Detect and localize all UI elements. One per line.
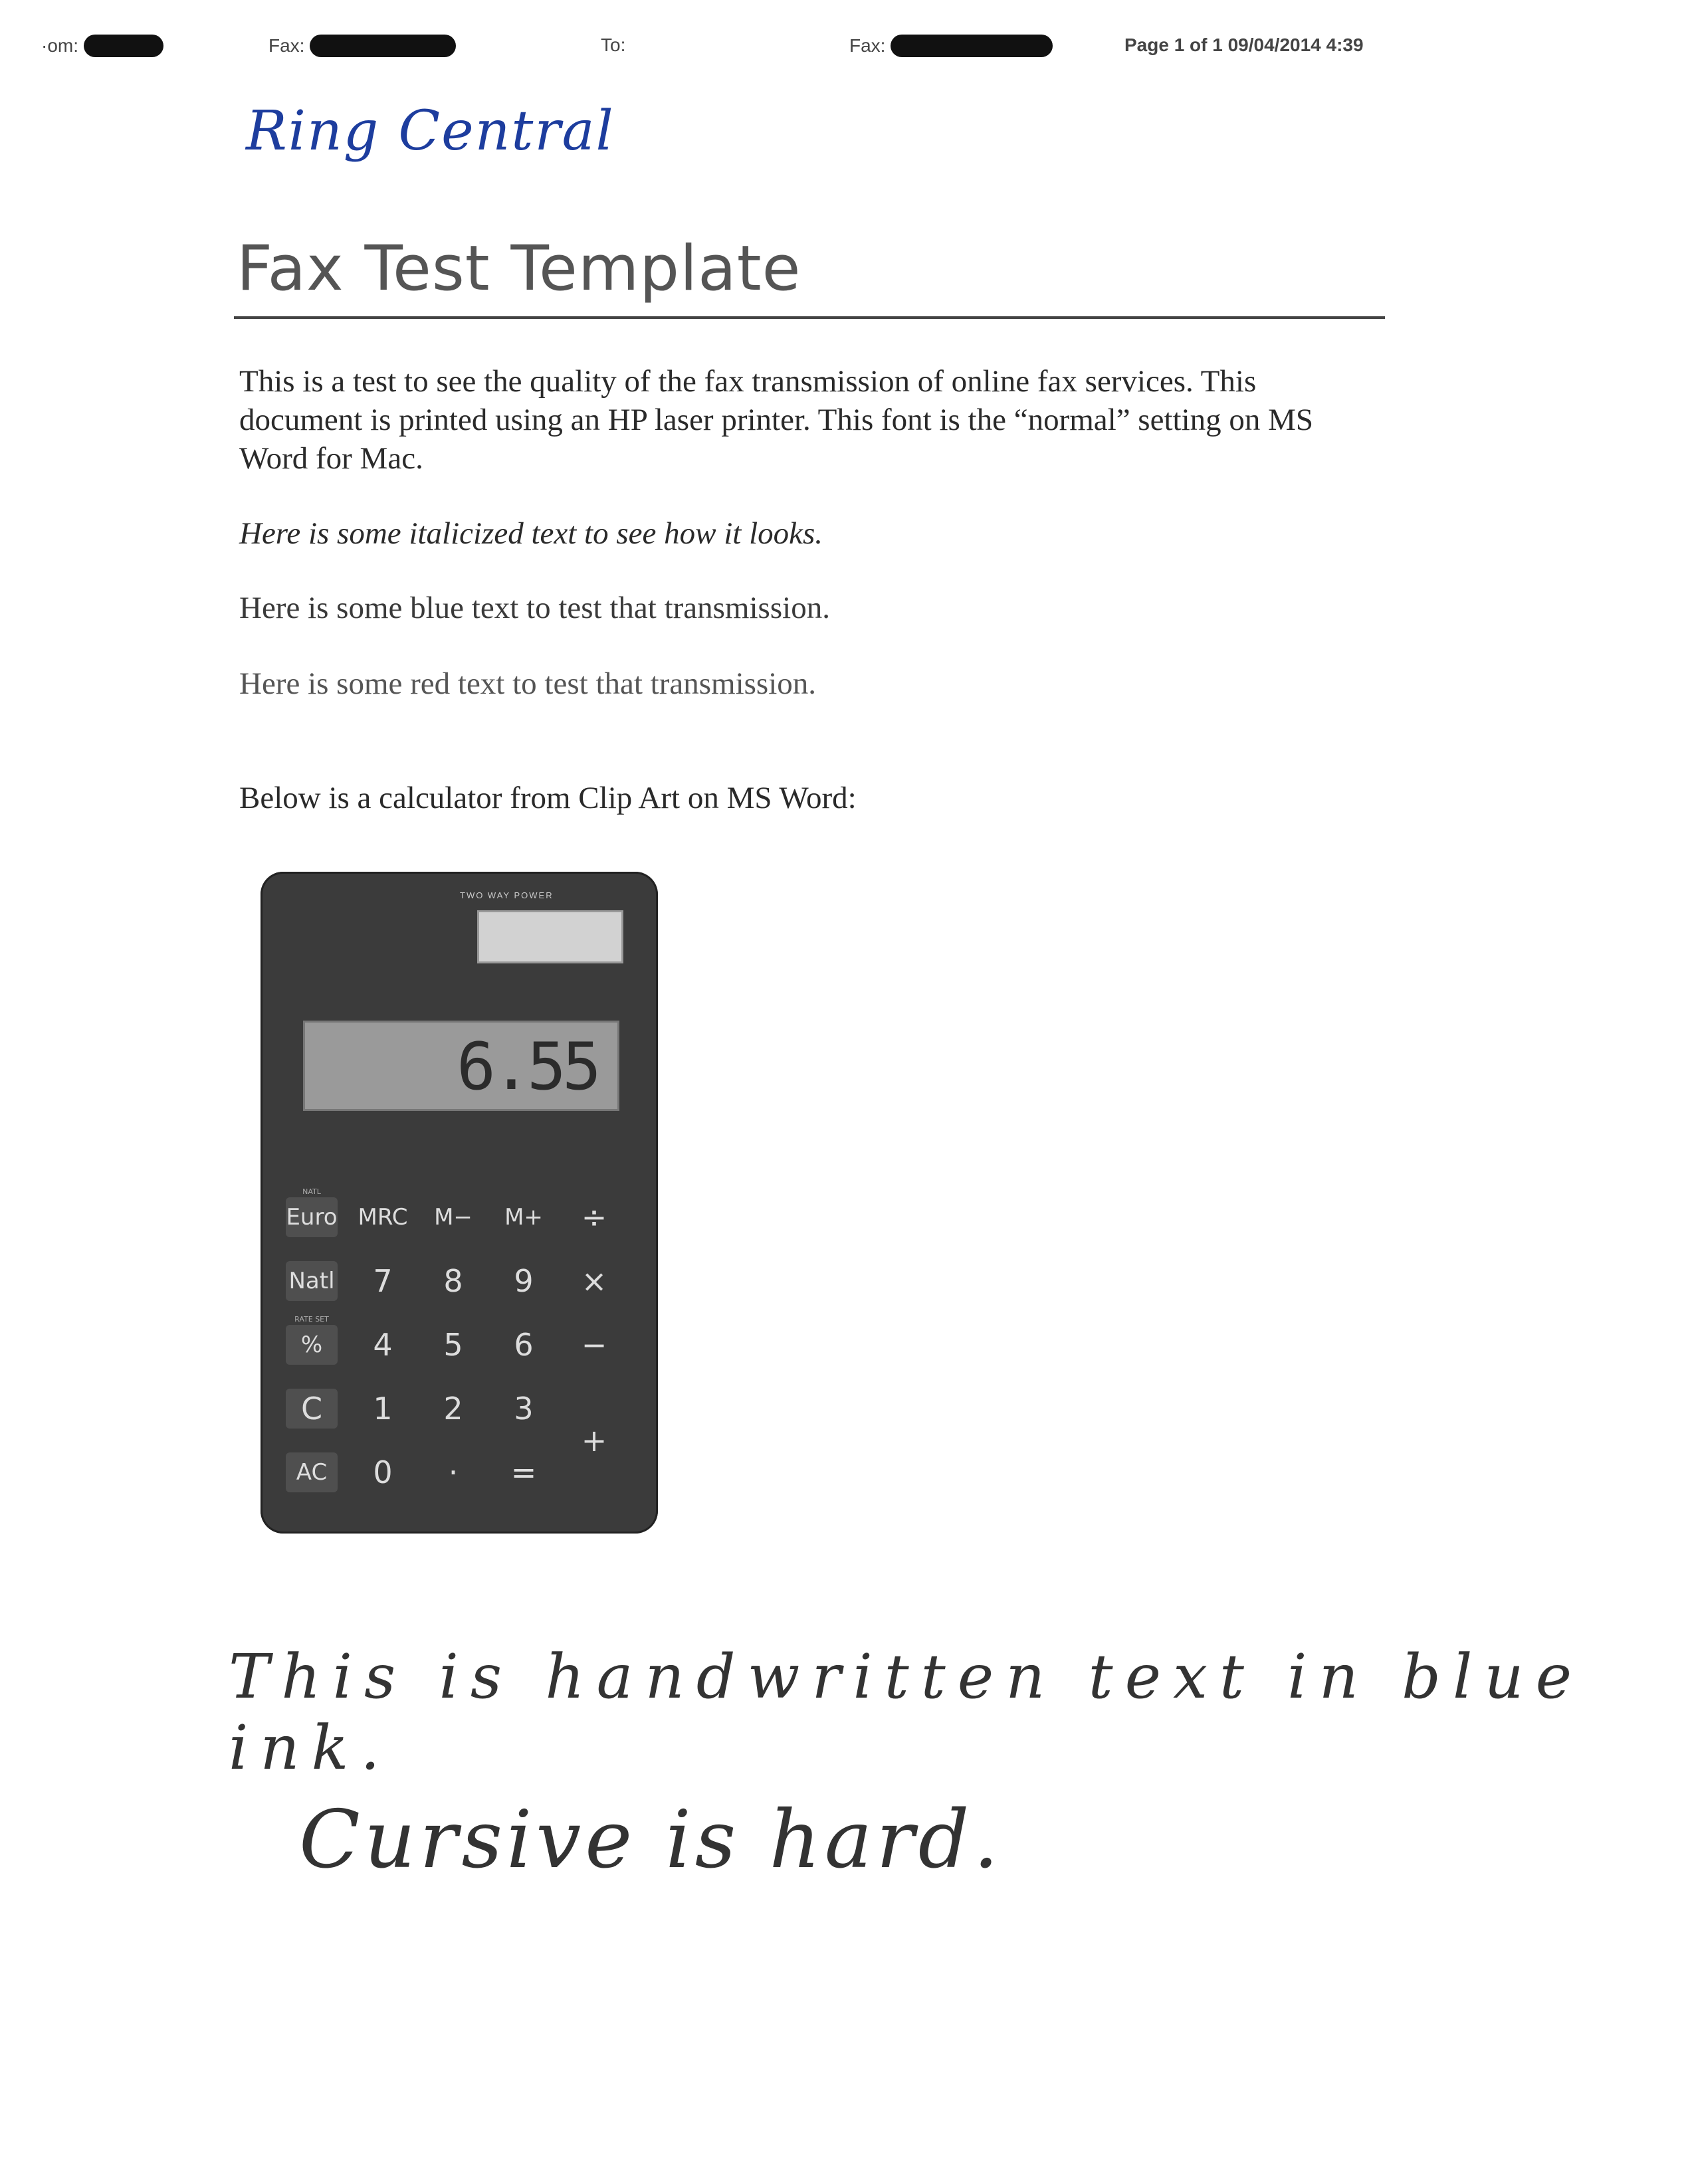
key-all-clear: AC — [286, 1452, 338, 1492]
handwritten-cursive-line: Cursive is hard. — [299, 1794, 1003, 1886]
solar-panel — [477, 910, 623, 963]
key-9: 9 — [514, 1263, 534, 1299]
calculator-display-value: 6.55 — [456, 1029, 597, 1105]
key-natl: Natl — [286, 1261, 338, 1301]
key-percent-sublabel: RATE SET — [294, 1315, 329, 1324]
calculator-clipart — [261, 872, 658, 1534]
key-3: 3 — [514, 1391, 534, 1427]
key-multiply: × — [581, 1263, 607, 1299]
key-percent — [286, 1315, 338, 1365]
key-1: 1 — [373, 1391, 393, 1427]
redacted-recipient-fax — [891, 35, 1053, 57]
key-clear: C — [286, 1389, 338, 1429]
key-8: 8 — [443, 1263, 463, 1299]
key-euro — [286, 1187, 338, 1237]
fax-recipient-number-field — [849, 35, 1053, 57]
key-divide: ÷ — [581, 1199, 607, 1235]
key-m-plus: M+ — [504, 1204, 543, 1231]
page-info-text: Page 1 of 1 09/04/2014 4:39 — [1124, 35, 1364, 55]
red-text-line: Here is some red text to test that transmission. — [239, 666, 817, 701]
key-plus: + — [581, 1423, 607, 1458]
calculator-display — [303, 1021, 619, 1111]
key-equals: = — [510, 1454, 537, 1490]
fax-label-recipient: Fax: — [849, 35, 886, 56]
italic-text-line: Here is some italicized text to see how it looks. — [239, 516, 823, 551]
fax-from-field — [41, 35, 163, 57]
calculator-caption: Below is a calculator from Clip Art on MS Word: — [239, 781, 857, 815]
fax-to-field — [601, 35, 625, 56]
key-percent-label: % — [300, 1332, 323, 1358]
fax-sender-number-field — [268, 35, 456, 57]
intro-paragraph: This is a test to see the quality of the fax transmission of online fax services. This document is printed using an HP laser printer. This font is the “normal” setting on MS Word for Mac. — [239, 364, 1314, 476]
to-label: To: — [601, 35, 626, 55]
calculator-power-label: TWO WAY POWER — [460, 890, 554, 900]
key-6: 6 — [514, 1327, 534, 1363]
redacted-from — [84, 35, 163, 57]
document-title: Fax Test Template — [237, 233, 801, 305]
key-minus: − — [581, 1327, 607, 1363]
key-mrc: MRC — [358, 1204, 408, 1231]
handwritten-ringcentral-note: Ring Central — [246, 100, 615, 163]
page-info — [1124, 35, 1364, 56]
blue-text-line: Here is some blue text to test that transmission. — [239, 591, 830, 625]
key-0: 0 — [373, 1454, 393, 1490]
fax-header — [0, 35, 1690, 74]
key-2: 2 — [443, 1391, 463, 1427]
fax-label-sender: Fax: — [268, 35, 305, 56]
redacted-sender-fax — [310, 35, 456, 57]
key-7: 7 — [373, 1263, 393, 1299]
key-5: 5 — [443, 1327, 463, 1363]
key-decimal: · — [448, 1454, 459, 1490]
key-euro-label: Euro — [286, 1204, 338, 1231]
from-label: ·om: — [41, 35, 78, 56]
key-euro-sublabel: NATL — [302, 1187, 321, 1196]
handwritten-line-1: This is handwritten text in blue ink. — [229, 1641, 1584, 1783]
key-m-minus: M− — [434, 1204, 473, 1231]
title-divider — [234, 316, 1385, 319]
key-4: 4 — [373, 1327, 393, 1363]
